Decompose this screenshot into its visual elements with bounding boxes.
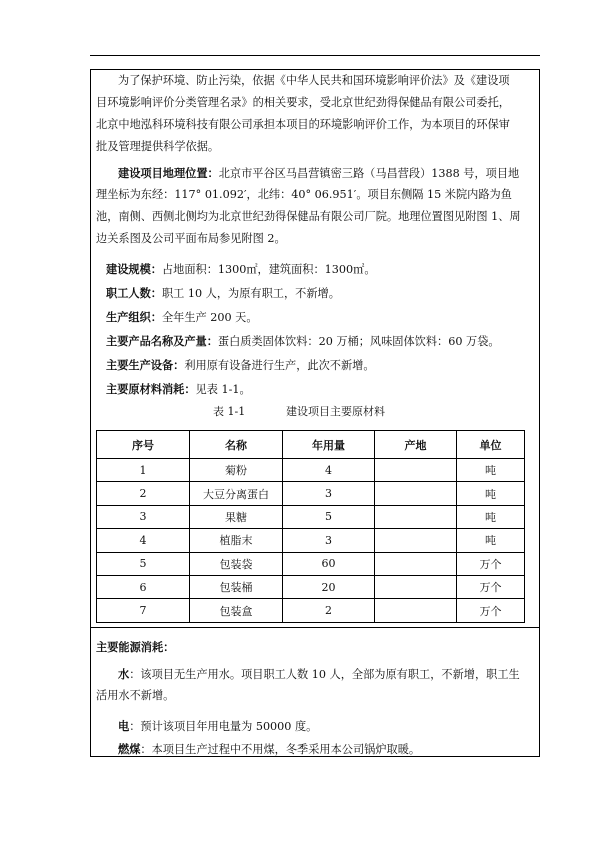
location-label: 建设项目地理位置：	[118, 166, 219, 180]
scale-label: 建设规模：	[106, 262, 162, 276]
water-line-1	[118, 663, 520, 686]
table-row	[97, 599, 525, 622]
materials-text: 见表 1-1。	[195, 383, 251, 396]
equipment-label: 主要生产设备：	[106, 358, 185, 372]
products-text: 蛋白质类固体饮料：20 万桶；风味固体饮料：60 万袋。	[217, 335, 500, 348]
cell-origin	[375, 599, 457, 622]
water-text: ：该项目无生产用水。项目职工人数 10 人，全部为原有职工，不新增，职工生	[129, 668, 520, 681]
cell-index: 7	[97, 599, 190, 622]
intro-line-3: 北京中地泓科环境科技有限公司承担本项目的环境影响评价工作，为本项目的环保审	[96, 118, 510, 131]
power-text: ：预计该项目年用电量为 50000 度。	[129, 720, 318, 733]
cell-name: 菊粉	[190, 459, 283, 482]
table-row	[97, 529, 525, 552]
scale-line	[106, 258, 376, 281]
cell-origin	[375, 529, 457, 552]
cell-unit: 万个	[457, 552, 525, 575]
section-divider	[91, 627, 539, 628]
cell-origin	[375, 575, 457, 598]
cell-name: 植脂末	[190, 529, 283, 552]
table-row	[97, 552, 525, 575]
staff-text: 职工 10 人，为原有职工，不新增。	[161, 287, 340, 300]
intro-line-2: 目环境影响评价分类管理名录》的相关要求，受北京世纪劲得保健品有限公司委托，	[96, 96, 510, 109]
cell-name: 大豆分离蛋白	[190, 482, 283, 505]
table-row	[97, 459, 525, 482]
cell-index: 2	[97, 482, 190, 505]
header-index: 序号	[97, 431, 190, 459]
table-row	[97, 482, 525, 505]
cell-name: 包装盒	[190, 599, 283, 622]
staff-label: 职工人数：	[106, 286, 162, 300]
table-caption-number: 表 1-1	[213, 405, 246, 418]
cell-origin	[375, 552, 457, 575]
coal-label: 燃煤	[118, 742, 141, 756]
header-origin: 产地	[375, 431, 457, 459]
cell-amount: 5	[283, 505, 375, 528]
header-rule	[90, 55, 540, 56]
location-line-4: 边关系图及公司平面布局参见附图 2。	[96, 232, 286, 245]
cell-name: 包装桶	[190, 575, 283, 598]
cell-unit: 万个	[457, 599, 525, 622]
materials-label: 主要原材料消耗：	[106, 382, 196, 396]
cell-unit: 吨	[457, 529, 525, 552]
water-label: 水	[118, 667, 130, 681]
header-name: 名称	[190, 431, 283, 459]
table-caption-title: 建设项目主要原材料	[286, 405, 385, 418]
location-text: 北京市平谷区马昌营镇密三路（马昌营段）1388 号，项目地	[218, 167, 520, 180]
materials-table	[96, 430, 525, 623]
location-line-2: 理坐标为东经：117° 01.092′，北纬：40° 06.951′。项目东侧隔 15 米院内路为鱼	[96, 188, 512, 201]
cell-origin	[375, 459, 457, 482]
production-label: 生产组织：	[106, 310, 162, 324]
cell-amount: 4	[283, 459, 375, 482]
location-line-1	[118, 162, 519, 185]
header-unit: 单位	[457, 431, 525, 459]
cell-amount: 60	[283, 552, 375, 575]
cell-index: 6	[97, 575, 190, 598]
equipment-line	[106, 354, 375, 377]
power-line	[118, 715, 317, 738]
scale-text: 占地面积：1300㎡，建筑面积：1300㎡。	[161, 263, 376, 276]
cell-name: 包装袋	[190, 552, 283, 575]
cell-unit: 万个	[457, 575, 525, 598]
cell-amount: 3	[283, 482, 375, 505]
cell-index: 3	[97, 505, 190, 528]
intro-line-1: 为了保护环境、防止污染，依据《中华人民共和国环境影响评价法》及《建设项	[118, 74, 510, 87]
table-header-row	[97, 431, 525, 459]
header-annual-amount: 年用量	[283, 431, 375, 459]
coal-text: ：本项目生产过程中不用煤，冬季采用本公司锅炉取暖。	[140, 743, 421, 756]
cell-origin	[375, 482, 457, 505]
power-label: 电	[118, 719, 130, 733]
cell-unit: 吨	[457, 482, 525, 505]
cell-index: 4	[97, 529, 190, 552]
cell-name: 果糖	[190, 505, 283, 528]
table-row	[97, 505, 525, 528]
cell-index: 1	[97, 459, 190, 482]
cell-amount: 2	[283, 599, 375, 622]
energy-heading: 主要能源消耗：	[96, 640, 175, 654]
production-text: 全年生产 200 天。	[161, 311, 258, 324]
table-row	[97, 575, 525, 598]
materials-line	[106, 378, 251, 401]
cell-unit: 吨	[457, 459, 525, 482]
production-line	[106, 306, 258, 329]
coal-line	[118, 738, 420, 761]
cell-unit: 吨	[457, 505, 525, 528]
intro-line-4: 批及管理提供科学依据。	[96, 140, 220, 153]
cell-origin	[375, 505, 457, 528]
water-line-2: 活用水不新增。	[96, 689, 175, 702]
products-label: 主要产品名称及产量：	[106, 334, 218, 348]
equipment-text: 利用原有设备进行生产，此次不新增。	[184, 359, 375, 372]
cell-amount: 20	[283, 575, 375, 598]
location-line-3: 池，南侧、西侧北侧均为北京世纪劲得保健品有限公司厂院。地理位置图见附图 1、周	[96, 210, 521, 223]
content-frame	[90, 69, 540, 757]
products-line	[106, 330, 500, 353]
cell-amount: 3	[283, 529, 375, 552]
cell-index: 5	[97, 552, 190, 575]
staff-line	[106, 282, 340, 305]
